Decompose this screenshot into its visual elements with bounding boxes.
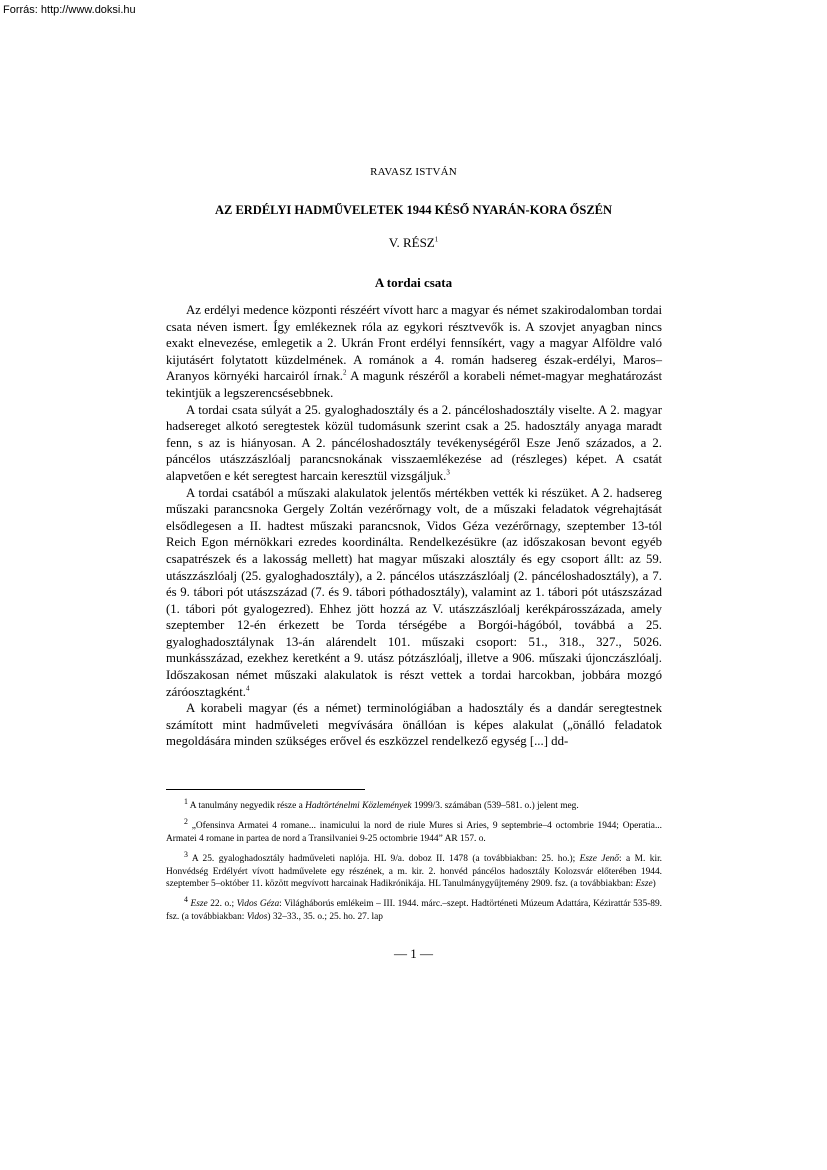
footnote-text: ) 32–33., 35. o.; 25. ho. 27. lap: [267, 911, 383, 922]
footnote-text: „Ofensinva Armatei 4 romane... inamicului la nord de riule Mures si Aries, 9 septembrie–4 octombrie 1944; Operatia... Armatei 4 romane in partea de nord a Transilvaniei 9-25 octombrie 1944” AR 157. o.: [166, 821, 662, 844]
footnote-text: ): [652, 879, 656, 890]
paragraph-text: Az erdélyi medence központi részéért vívott harc a magyar és német szakirodalomban tordai csata néven ismert. Így emlékeznek róla az egykori résztvevők is. A szovjet anyagban nincs exakt elnevezése, emlegetik a 2. Ukrán Front erdélyi fennsíkért, vagy a magyar Alföldre való kijutásért folytatott küzdelmének. A románok a 4. román hadsereg észak-erdélyi, Maros–Aranyos környéki harcairól írnak.: [166, 303, 662, 384]
footnote-italic: Esze: [635, 879, 653, 890]
part-heading: [0, 235, 827, 251]
footnote-ref: 1: [434, 235, 439, 244]
paragraph: [166, 485, 662, 701]
paragraph: [166, 402, 662, 485]
footnote-italic: Esze: [190, 899, 208, 910]
paragraph-text: A tordai csatából a műszaki alakulatok jelentős mértékben vették ki részüket. A 2. hadsereg műszaki parancsnoka Gergely Zoltán vezérőrnagy volt, de a műszaki feladatok végrehajtását elsődlegesen a II. hadtest műszaki parancsnok, Vidos Géza vezérőrnagy, szeptember 13-tól Reich Egon mérnökkari ezredes koordinálta. Rendelkezésükre (az időszakosan bevont egyéb csapatrészek és a lakosság mellett) hat magyar műszaki alosztály és egy csoport állt: az 59. utászzászlóalj (25. gyaloghadosztály), a 2. páncélos utászzászlóalj (2. páncéloshadosztály), a 7. és 9. tábori pót utászszázad (7. és 9. tábori póthadosztály), valamint az 1. tábori pót utászszázad (1. tábori pót gyalogezred). Ehhez jött hozzá az V. utászzászlóalj kerékpárosszázada, amely szeptember 12-én érkezett be Torda térségébe a Borgói-hágóból, továbbá a 25. gyaloghadosztálynak 13-án alárendelt 101. műszaki csoport: 51., 318., 327., 5026. munkásszázad, ezekhez keretként a 9. utász pótzászlóalj, illetve a 906. műszaki újonczászlóalj. Időszakosan német műszaki alakulatok is részt vettek a tordai harcokban, jobbára mozgó záróosztagként.: [166, 485, 662, 699]
paragraph-text: A tordai csata súlyát a 25. gyaloghadosztály és a 2. páncéloshadosztály viselte. A 2. magyar hadsereget alkotó seregtestek közül tudomásunk szerint csak a 25. hadosztály anyaga maradt fenn, s az is hiányosan. A 2. páncéloshadosztály tevékenységéről Esze Jenő százados, a 2. páncélos utászzászlóalj parancsnokának visszaemlékezése ad (részleges) képet. A csatát alapvetően e két seregtest harcain keresztül vizsgáljuk.: [166, 402, 662, 483]
footnote-number: 3: [184, 849, 188, 859]
footnote-text: 22. o.;: [207, 899, 237, 910]
paragraph-text: A korabeli magyar (és a német) terminológiában a hadosztály és a dandár seregtestnek számított mint hadműveleti megvívására önállóan is képes alakulat („önálló feladatok megoldására minden szükséges erővel és eszközzel rendelkező egység [...] dd-: [166, 701, 662, 749]
footnote-italic: Vidos Géza: [236, 899, 280, 910]
footnote-text: 1999/3. számában (539–581. o.) jelent meg.: [411, 801, 579, 812]
article-title: AZ ERDÉLYI HADMŰVELETEK 1944 KÉSŐ NYARÁN-KORA ŐSZÉN: [214, 203, 613, 217]
paragraph: [166, 700, 662, 750]
part-label: V. RÉSZ: [388, 235, 435, 250]
footnote-divider: [166, 789, 365, 790]
footnote-number: 4: [184, 895, 188, 905]
footnote-ref: 3: [446, 468, 450, 477]
footnote-number: 1: [184, 797, 188, 806]
author-name: RAVASZ ISTVÁN: [370, 166, 457, 178]
footnote-text: : Világháborús emlékeim – III. 1944. márc.–szept. Hadtörténeti Múzeum Adattára, Kézirattár 535-89. fsz. (a továbbiakban:: [166, 899, 663, 922]
footnote-number: 2: [184, 817, 188, 827]
footnote-text: A tanulmány negyedik része a: [189, 801, 306, 812]
footnote: [166, 816, 662, 845]
section-subtitle: A tordai csata: [374, 275, 453, 290]
footnote-text: : a M. kir. Honvédség Erdélyért vívott hadművelete egy részének, a m. kir. 2. honvéd páncélos hadosztály Kolozsvár előterében 1944. szeptember 5–október 11. között megvívott harcainak Hadikrónikája. HL Tanulmánygyűjtemény 2909. fsz. (a továbbiakban:: [166, 853, 663, 890]
page-number: — 1 —: [394, 946, 433, 961]
footnote-text: A 25. gyaloghadosztály hadműveleti naplója. HL 9/a. doboz II. 1478 (a továbbiakban: 25. ho.);: [191, 853, 580, 864]
footnotes: [166, 796, 662, 927]
footnote-italic: Hadtörténelmi Közlemények: [305, 801, 412, 812]
footnote-ref: 2: [342, 369, 347, 378]
footnote: [166, 894, 662, 923]
paragraph: [166, 302, 662, 402]
footnote-italic: Vidos: [246, 911, 268, 922]
source-url: Forrás: http://www.doksi.hu: [3, 4, 136, 16]
footnote: [166, 849, 662, 891]
paragraph-text: A magunk részéről a korabeli német-magyar meghatározást tekintjük a legszerencsésebbnek.: [166, 369, 662, 400]
body-text: [166, 302, 662, 750]
footnote-ref: 4: [245, 684, 250, 693]
footnote-italic: Esze Jenő: [579, 853, 619, 864]
footnote: [166, 796, 662, 813]
